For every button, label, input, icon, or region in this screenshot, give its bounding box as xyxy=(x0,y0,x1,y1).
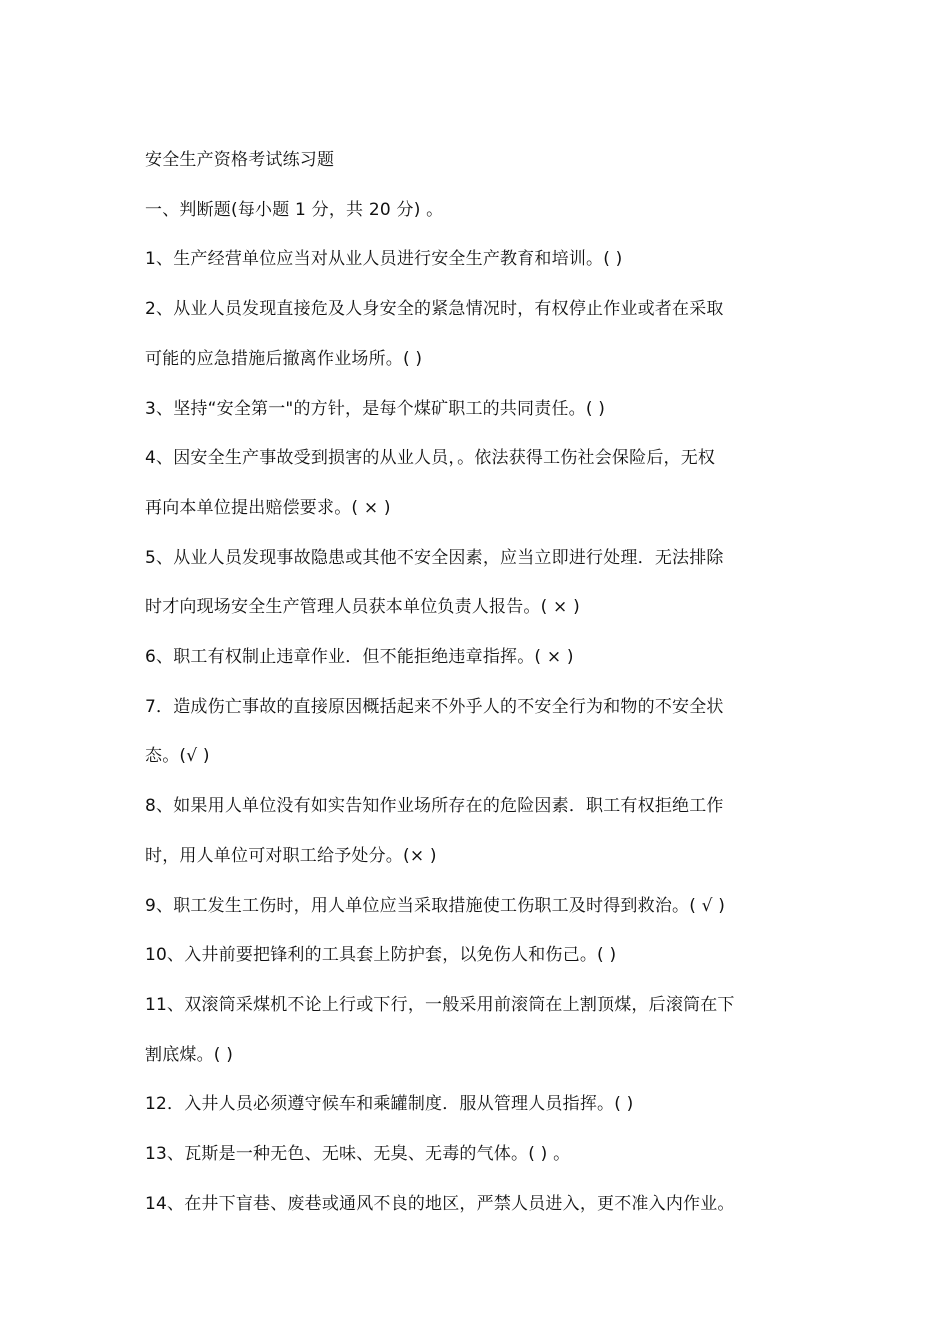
section-heading: 一、判断题(每小题 1 分，共 20 分) 。 xyxy=(145,199,444,220)
document-title: 安全生产资格考试练习题 xyxy=(145,150,335,170)
question-line-8-1: 8、如果用人单位没有如实告知作业场所存在的危险因素．职工有权拒绝工作 xyxy=(145,796,724,817)
question-line-2-2: 可能的应急措施后撤离作业场所。( ) xyxy=(145,348,423,369)
document-body xyxy=(145,136,815,1229)
question-line-7-1: 7．造成伤亡事故的直接原因概括起来不外乎人的不安全行为和物的不安全状 xyxy=(145,696,724,717)
question-line-11-1: 11、双滚筒采煤机不论上行或下行，一般采用前滚筒在上割顶煤，后滚筒在下 xyxy=(145,994,735,1015)
question-line-5-2: 时才向现场安全生产管理人员获本单位负责人报告。( × ) xyxy=(145,597,580,618)
question-line-11-2: 割底煤。( ) xyxy=(145,1044,234,1065)
question-line-4-1: 4、因安全生产事故受到损害的从业人员，。依法获得工伤社会保险后，无权 xyxy=(145,448,716,469)
question-line-10-1: 10、入井前要把锋利的工具套上防护套，以免伤人和伤己。( ) xyxy=(145,945,617,966)
question-line-2-1: 2、从业人员发现直接危及人身安全的紧急情况时，有权停止作业或者在采取 xyxy=(145,299,724,320)
question-line-13-1: 13、瓦斯是一种无色、无味、无臭、无毒的气体。( ) 。 xyxy=(145,1144,571,1165)
question-line-7-2: 态。(√ ) xyxy=(145,746,210,767)
question-line-1-1: 1、生产经营单位应当对从业人员进行安全生产教育和培训。( ) xyxy=(145,249,623,270)
question-line-9-1: 9、职工发生工伤时，用人单位应当采取措施使工伤职工及时得到救治。( √ ) xyxy=(145,895,726,916)
question-line-12-1: 12．入井人员必须遵守候车和乘罐制度．服从管理人员指挥。( ) xyxy=(145,1094,634,1115)
question-line-14-1: 14、在井下盲巷、废巷或通风不良的地区，严禁人员进入，更不准入内作业。 xyxy=(145,1193,735,1214)
question-line-8-2: 时，用人单位可对职工给予处分。(× ) xyxy=(145,845,437,866)
question-line-5-1: 5、从业人员发现事故隐患或其他不安全因素，应当立即进行处理．无法排除 xyxy=(145,547,724,568)
question-line-4-2: 再向本单位提出赔偿要求。( × ) xyxy=(145,497,391,518)
question-line-3-1: 3、坚持“安全第一"的方针，是每个煤矿职工的共同责任。( ) xyxy=(145,398,606,419)
question-line-6-1: 6、职工有权制止违章作业．但不能拒绝违章指挥。( × ) xyxy=(145,647,574,668)
